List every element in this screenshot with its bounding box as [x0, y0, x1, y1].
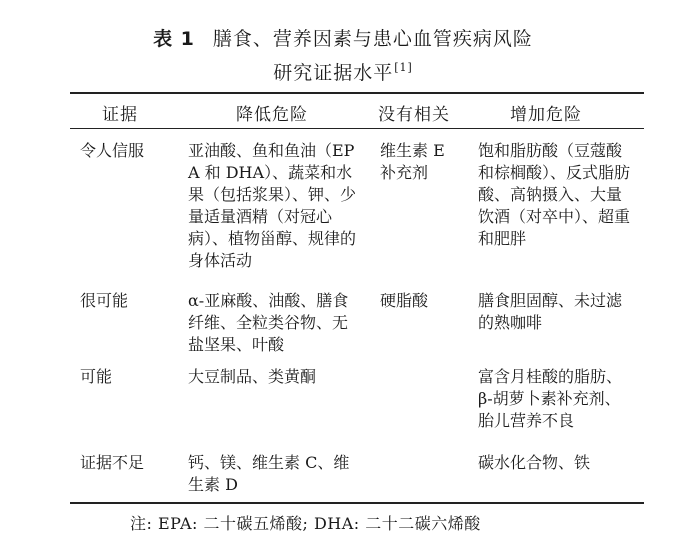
table-title-line2: 研究证据水平 — [273, 62, 394, 84]
row1-lower-risk: 亚油酸、鱼和鱼油（EPA 和 DHA）、蔬菜和水果（包括浆果）、钾、少量适量酒精（对冠心病）、植物甾醇、规律的身体活动 — [188, 141, 357, 270]
header-evidence: 证据 — [102, 105, 138, 125]
row3-evidence: 可能 — [80, 367, 113, 386]
table-title — [0, 24, 686, 51]
row4-evidence: 证据不足 — [80, 453, 145, 472]
table-bottom-rule — [70, 502, 644, 504]
row1-no-relation: 维生素 E 补充剂 — [380, 141, 445, 182]
header-no-relation: 没有相关 — [378, 105, 450, 125]
table-label: 表 1 — [153, 28, 195, 50]
table-title-line2-wrap — [0, 58, 686, 85]
table-top-rule — [70, 92, 644, 94]
header-higher-risk: 增加危险 — [510, 105, 582, 125]
table-footnote: 注: EPA: 二十碳五烯酸; DHA: 二十二碳六烯酸 — [130, 514, 481, 533]
table-title-line1: 膳食、营养因素与患心血管疾病风险 — [212, 28, 533, 50]
row3-higher-risk: 富含月桂酸的脂肪、β-胡萝卜素补充剂、胎儿营养不良 — [478, 367, 623, 430]
row2-higher-risk: 膳食胆固醇、未过滤的熟咖啡 — [478, 291, 623, 332]
row3-lower-risk: 大豆制品、类黄酮 — [188, 367, 317, 386]
row2-lower-risk: α-亚麻酸、油酸、膳食纤维、全粒类谷物、无盐坚果、叶酸 — [188, 291, 349, 354]
header-lower-risk: 降低危险 — [236, 105, 308, 125]
row4-higher-risk: 碳水化合物、铁 — [478, 453, 591, 472]
row4-lower-risk: 钙、镁、维生素 C、维生素 D — [188, 453, 350, 494]
reference-mark: [1] — [394, 61, 413, 74]
row2-evidence: 很可能 — [80, 291, 129, 310]
row1-higher-risk: 饱和脂肪酸（豆蔻酸和棕榈酸）、反式脂肪酸、高钠摄入、大量饮酒（对卒中）、超重和肥胖 — [478, 141, 631, 248]
row1-evidence: 令人信服 — [80, 141, 145, 160]
table-header-rule — [70, 128, 644, 129]
row2-no-relation: 硬脂酸 — [380, 291, 429, 310]
